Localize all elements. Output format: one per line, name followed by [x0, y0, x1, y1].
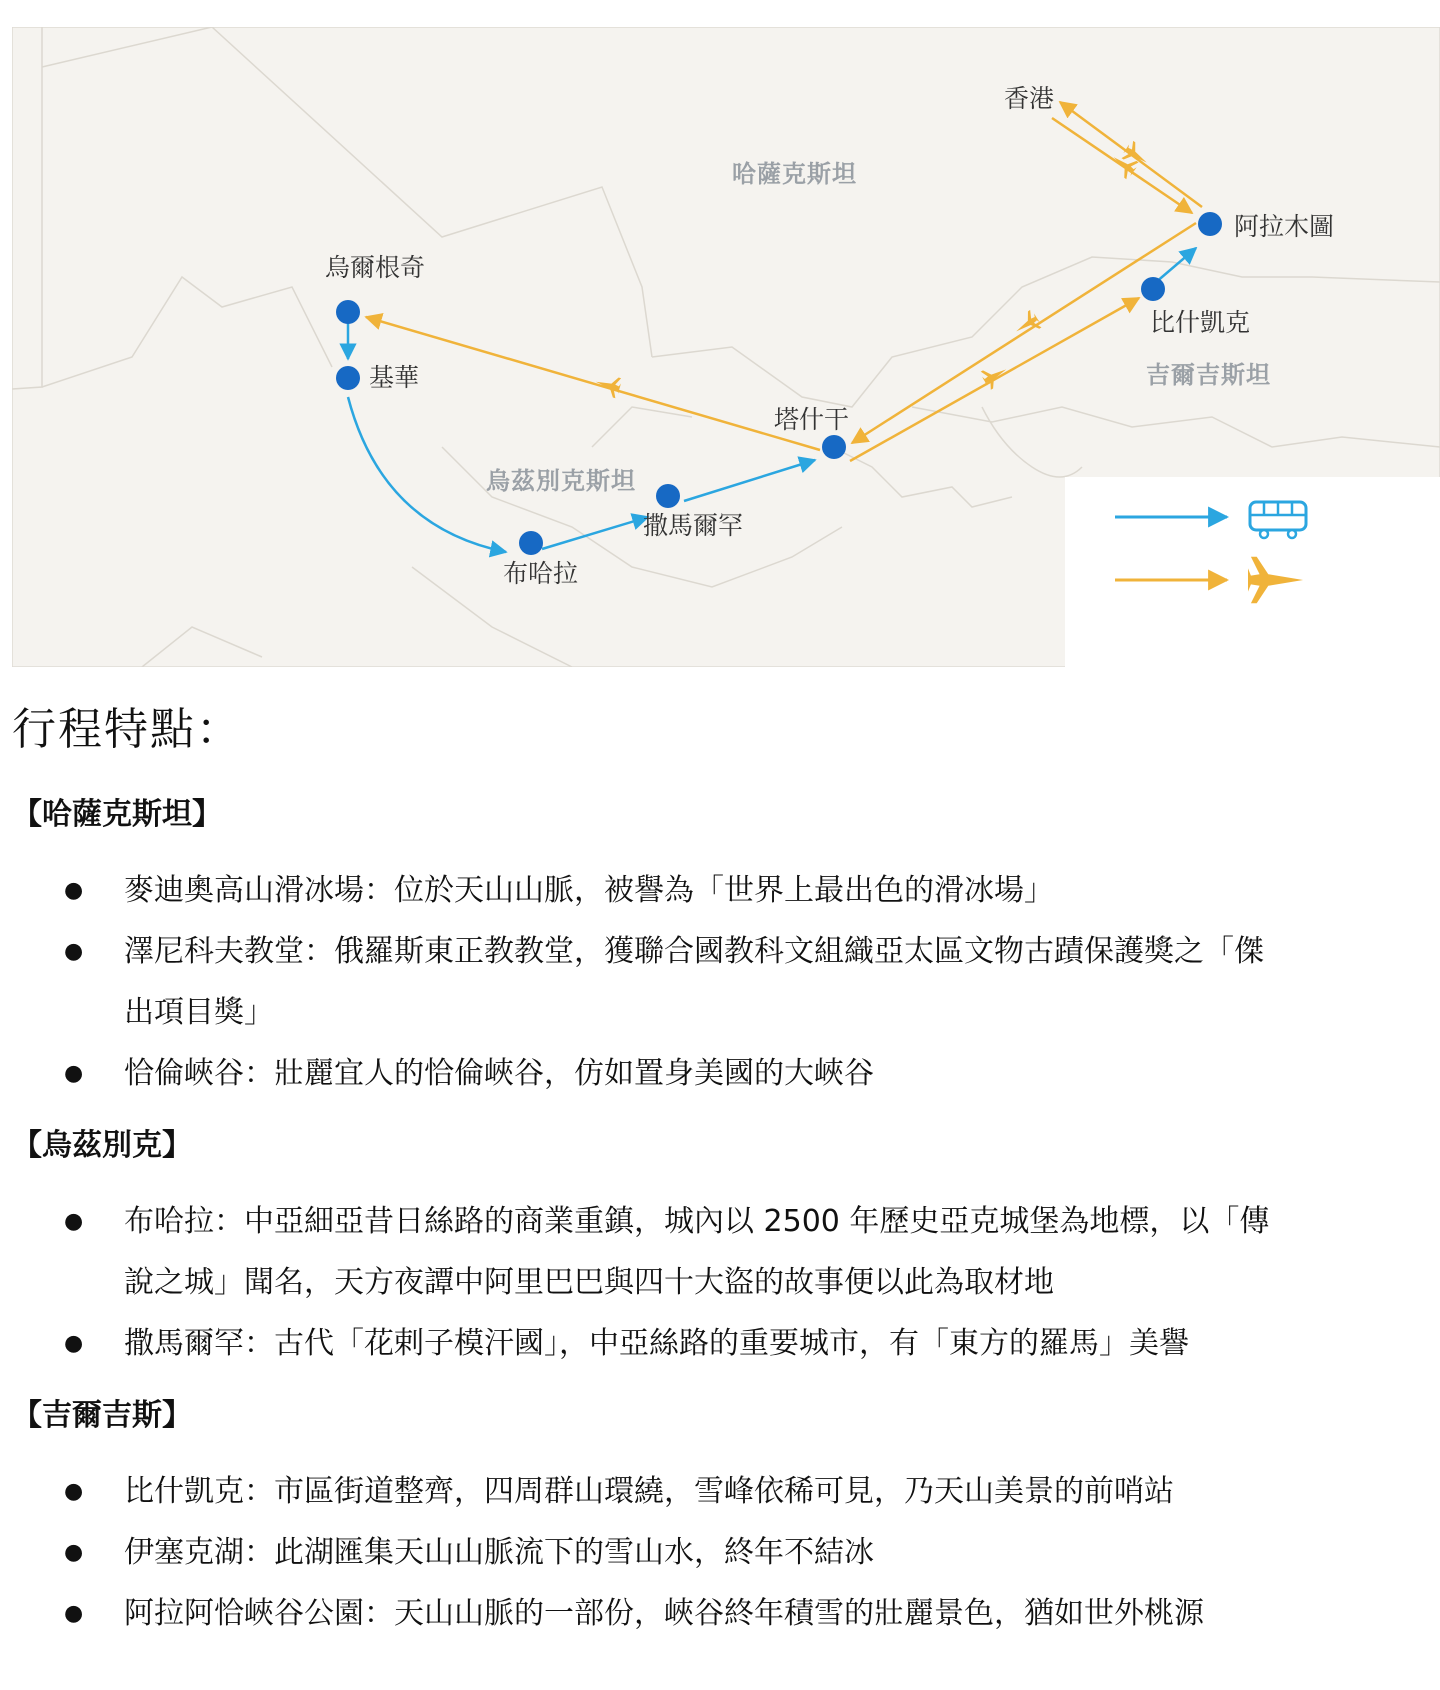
list-item: ● 伊塞克湖：此湖匯集天山山脈流下的雪山水，終年不結冰 [12, 1522, 1432, 1583]
section-uzbekistan [12, 1126, 1432, 1374]
section-list [12, 1461, 1432, 1644]
itinerary-highlights [12, 700, 1432, 1644]
list-item: ● 撒馬爾罕：古代「花剌子模汗國」，中亞絲路的重要城市，有「東方的羅馬」美譽 [12, 1313, 1432, 1374]
city-label-bishkek: 比什凱克 [1150, 308, 1251, 337]
country-label-kazakhstan: 哈薩克斯坦 [732, 160, 857, 188]
list-item: ● 比什凱克：市區街道整齊，四周群山環繞，雪峰依稀可見，乃天山美景的前哨站 [12, 1461, 1432, 1522]
city-dot-bukhara [519, 531, 543, 555]
page-title: 行程特點： [12, 704, 242, 755]
city-dot-urgench [336, 300, 360, 324]
section-kazakhstan [12, 795, 1432, 1104]
section-heading: 【烏茲別克】 [12, 1128, 192, 1163]
city-dot-almaty [1198, 212, 1222, 236]
city-dot-tashkent [822, 435, 846, 459]
bullet-icon: ● [64, 1601, 84, 1626]
list-item: ● 布哈拉：中亞細亞昔日絲路的商業重鎮，城內以 2500 年歷史亞克城堡為地標，以「傳說之城」聞名，天方夜譚中阿里巴巴與四十大盜的故事便以此為取材地 [12, 1191, 1432, 1313]
city-label-samarkand: 撒馬爾罕 [643, 511, 744, 540]
section-kyrgyzstan [12, 1396, 1432, 1644]
legend-box [1065, 477, 1440, 667]
bullet-icon: ● [64, 1479, 84, 1504]
bullet-icon: ● [64, 1331, 84, 1356]
section-heading: 【吉爾吉斯】 [12, 1398, 192, 1433]
city-label-hongkong: 香港 [1004, 84, 1055, 113]
bullet-icon: ● [64, 1209, 84, 1234]
bullet-icon: ● [64, 1061, 84, 1086]
city-dot-samarkand [656, 484, 680, 508]
city-label-tashkent: 塔什干 [774, 405, 850, 434]
section-list [12, 860, 1432, 1104]
city-dot-bishkek [1141, 277, 1165, 301]
city-label-urgench: 烏爾根奇 [325, 253, 426, 282]
list-item: ● 澤尼科夫教堂：俄羅斯東正教教堂，獲聯合國教科文組織亞太區文物古蹟保護獎之「傑出項目獎」 [12, 921, 1432, 1043]
country-label-uzbekistan: 烏茲別克斯坦 [486, 467, 636, 495]
bullet-icon: ● [64, 939, 84, 964]
city-label-almaty: 阿拉木圖 [1234, 212, 1335, 241]
city-dot-khiva [336, 366, 360, 390]
list-item: ● 阿拉阿恰峽谷公園：天山山脈的一部份，峽谷終年積雪的壯麗景色，猶如世外桃源 [12, 1583, 1432, 1644]
country-label-kyrgyzstan: 吉爾吉斯坦 [1146, 361, 1271, 389]
city-label-bukhara: 布哈拉 [503, 559, 579, 588]
list-item: ● 恰倫峽谷：壯麗宜人的恰倫峽谷，仿如置身美國的大峽谷 [12, 1043, 1432, 1104]
section-list [12, 1191, 1432, 1374]
bullet-icon: ● [64, 878, 84, 903]
section-heading: 【哈薩克斯坦】 [12, 797, 222, 832]
list-item: ● 麥迪奧高山滑冰場：位於天山山脈，被譽為「世界上最出色的滑冰場」 [12, 860, 1432, 921]
bullet-icon: ● [64, 1540, 84, 1565]
city-label-khiva: 基華 [369, 363, 420, 392]
route-map [12, 27, 1440, 667]
